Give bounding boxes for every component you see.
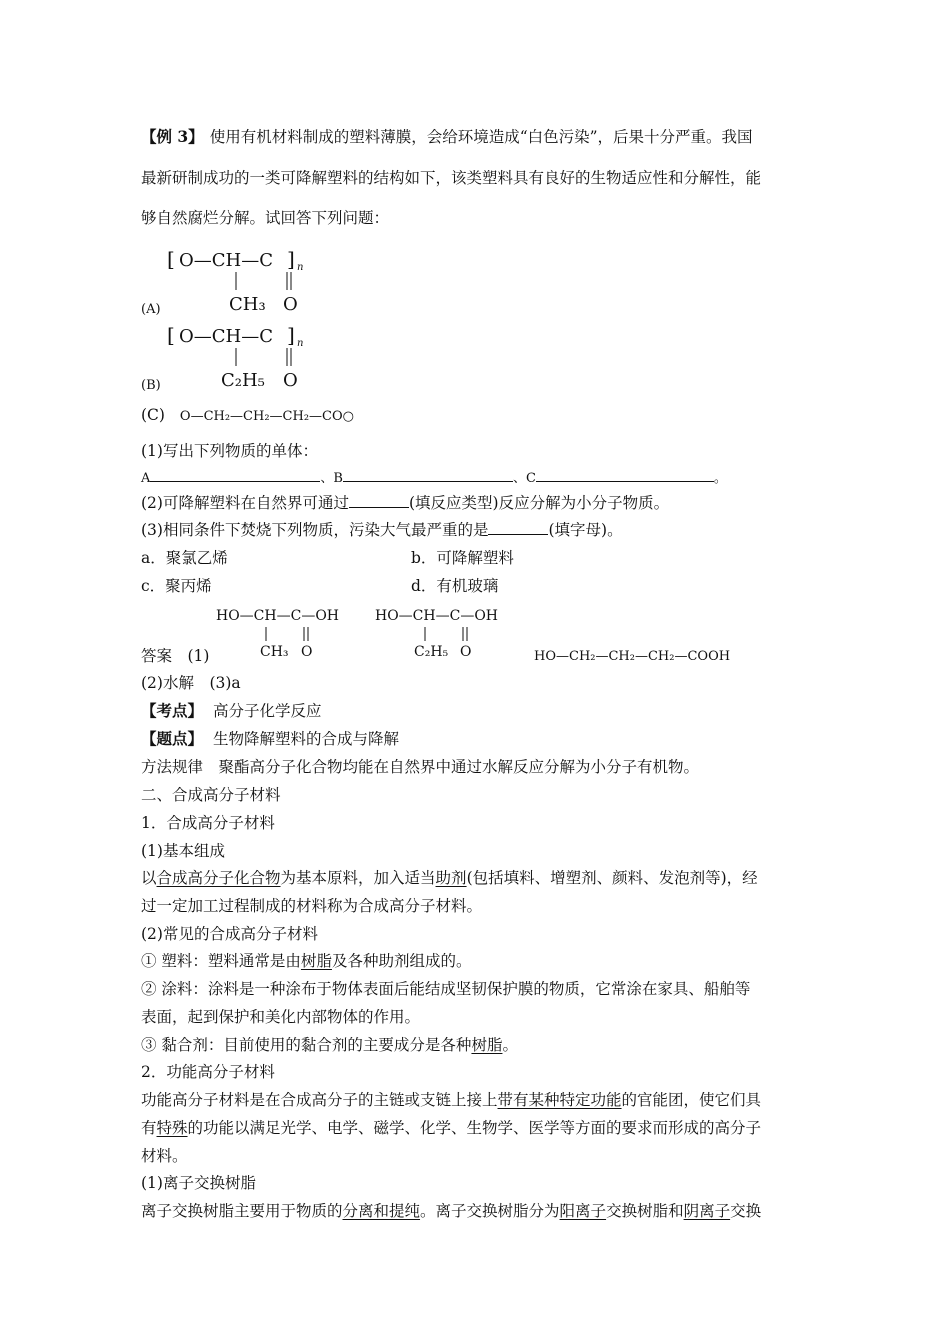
section-2-sub-1: 1．合成高分子材料 <box>141 814 275 832</box>
answer-monomer-1-o: O <box>301 644 313 660</box>
intro-text-1: 使用有机材料制成的塑料薄膜，会给环境造成“白色污染”，后果十分严重。我国 <box>209 128 753 146</box>
question-2-blank[interactable] <box>349 493 409 508</box>
item-plastic-a: ① 塑料：塑料通常是由 <box>141 952 301 970</box>
p3-text-d: 交换 <box>730 1202 762 1220</box>
item-adhesive <box>141 1035 518 1055</box>
blank-b[interactable] <box>343 467 513 482</box>
section-2-sub-2: 2．功能高分子材料 <box>141 1063 275 1081</box>
p2-underline-1: 带有某种特定功能 <box>497 1091 622 1109</box>
item-coating-line-1: ② 涂料：涂料是一种涂布于物体表面后能结成坚韧保护膜的物质，它常涂在家具、船舶等 <box>141 980 751 998</box>
structure-c-label: (C) <box>141 406 165 424</box>
structure-a <box>141 244 341 324</box>
question-1: (1)写出下列物质的单体： <box>141 442 318 460</box>
answer-monomer-1-sub: CH₃ <box>260 644 289 660</box>
item-plastic-b: 及各种助剂组成的。 <box>331 952 472 970</box>
example-intro-line-2: 最新研制成功的一类可降解塑料的结构如下，该类塑料具有良好的生物适应性和分解性，能 <box>141 169 762 187</box>
blank-end: 。 <box>713 471 727 486</box>
section-2-paragraph-2-line-2 <box>141 1118 761 1138</box>
answer-monomer-2-top: HO—CH—C—OH <box>375 608 499 624</box>
option-c: c．聚丙烯 <box>141 577 212 595</box>
question-2-pre: (2)可降解塑料在自然界可通过 <box>141 494 349 512</box>
blank-b-label: 、B <box>320 471 343 486</box>
answer-monomer-2-sub: C₂H₅ <box>414 644 449 660</box>
blank-a-label: A <box>141 471 151 486</box>
structure-a-substituent: CH₃ <box>229 294 266 315</box>
section-2-paragraph-3 <box>141 1201 761 1221</box>
question-3-pre: (3)相同条件下焚烧下列物质，污染大气最严重的是 <box>141 521 489 539</box>
answer-monomer-3: HO—CH₂—CH₂—CH₂—COOH <box>534 649 730 664</box>
section-2-sub-1-2: (2)常见的合成高分子材料 <box>141 925 318 943</box>
structure-a-main-chain: O—CH—C <box>179 250 273 271</box>
kaodian-line <box>141 701 322 721</box>
structure-a-n: n <box>297 262 304 273</box>
section-2-heading: 二、合成高分子材料 <box>141 786 281 804</box>
answer-label: 答案 (1) <box>141 647 210 665</box>
p1-text-a: 以 <box>141 869 157 887</box>
structure-b-main-chain: O—CH—C <box>179 326 273 347</box>
p2-underline-2: 特殊 <box>156 1119 188 1137</box>
item-plastic <box>141 951 471 971</box>
blank-a[interactable] <box>150 467 320 482</box>
kaodian-text: 高分子化学反应 <box>213 702 322 720</box>
p3-underline-1: 分离和提纯 <box>342 1202 421 1220</box>
structure-b-n: n <box>297 338 304 349</box>
answer-line-2: (2)水解 (3)a <box>141 674 241 692</box>
p2-text-b: 的官能团，使它们具 <box>621 1091 762 1109</box>
section-2-paragraph-1-line-2: 过一定加工过程制成的材料称为合成高分子材料。 <box>141 897 483 915</box>
p2-text-c: 有 <box>141 1119 157 1137</box>
p3-text-c: 交换树脂和 <box>606 1202 684 1220</box>
question-2 <box>141 493 669 513</box>
blank-c[interactable] <box>536 467 714 482</box>
structure-a-bracket-open: [ <box>167 247 175 271</box>
item-plastic-underline: 树脂 <box>300 952 332 970</box>
structure-b-label: (B) <box>141 378 161 393</box>
section-2-paragraph-1-line-1 <box>141 868 758 888</box>
answer-monomer-1-top: HO—CH—C—OH <box>216 608 340 624</box>
structure-a-label: (A) <box>141 302 161 317</box>
p1-underline-1: 合成高分子化合物 <box>156 869 281 887</box>
question-3-blank[interactable] <box>488 520 548 535</box>
p1-text-c: (包括填料、增塑剂、颜料、发泡剂等)，经 <box>466 869 758 887</box>
method-rule: 方法规律 聚酯高分子化合物均能在自然界中通过水解反应分解为小分子有机物。 <box>141 758 700 776</box>
item-adhesive-underline: 树脂 <box>471 1036 503 1054</box>
option-b: b．可降解塑料 <box>411 549 514 567</box>
example-tag: 【例 3】 <box>141 127 204 146</box>
structure-b-substituent: C₂H₅ <box>221 370 265 391</box>
item-adhesive-b: 。 <box>502 1036 518 1054</box>
section-2-sub-2-1: (1)离子交换树脂 <box>141 1174 256 1192</box>
p3-underline-3: 阴离子 <box>683 1202 731 1220</box>
question-3-post: (填字母)。 <box>548 521 623 539</box>
tidian-line <box>141 729 399 749</box>
answer-monomer-2-o: O <box>460 644 472 660</box>
p3-text-b: 。离子交换树脂分为 <box>420 1202 560 1220</box>
p3-underline-2: 阳离子 <box>559 1202 607 1220</box>
structure-b-bracket-close: ] <box>287 323 295 347</box>
p2-text-a: 功能高分子材料是在合成高分子的主链或支链上接上 <box>141 1091 498 1109</box>
p3-text-a: 离子交换树脂主要用于物质的 <box>141 1202 343 1220</box>
structure-a-carbonyl-o: O <box>283 294 298 315</box>
structure-b-carbonyl-o: O <box>283 370 298 391</box>
p2-text-d: 的功能以满足光学、电学、磁学、化学、生物学、医学等方面的要求而形成的高分子 <box>187 1119 762 1137</box>
structure-b-bracket-open: [ <box>167 323 175 347</box>
question-3 <box>141 520 623 540</box>
item-adhesive-a: ③ 黏合剂：目前使用的黏合剂的主要成分是各种 <box>141 1036 472 1054</box>
answer-monomers <box>210 600 730 670</box>
p1-underline-2: 助剂 <box>435 869 467 887</box>
structure-a-bracket-close: ] <box>287 247 295 271</box>
blank-c-label: 、C <box>512 471 536 486</box>
p1-text-b: 为基本原料，加入适当 <box>280 869 436 887</box>
kaodian-label: 【考点】 <box>141 701 204 720</box>
option-d: d．有机玻璃 <box>411 577 499 595</box>
tidian-text: 生物降解塑料的合成与降解 <box>213 730 400 748</box>
tidian-label: 【题点】 <box>141 729 204 748</box>
section-2-paragraph-2-line-3: 材料。 <box>141 1147 188 1165</box>
structure-c-formula: O—CH₂—CH₂—CH₂—CO○ <box>179 409 354 424</box>
section-2-sub-1-1: (1)基本组成 <box>141 842 225 860</box>
structure-c-line <box>141 405 354 427</box>
item-coating-line-2: 表面，起到保护和美化内部物体的作用。 <box>141 1008 421 1026</box>
example-intro-line-3: 够自然腐烂分解。试回答下列问题： <box>141 209 390 227</box>
question-1-blanks <box>141 467 727 489</box>
question-2-post: (填反应类型)反应分解为小分子物质。 <box>408 494 670 512</box>
structure-b <box>141 320 341 400</box>
option-a: a．聚氯乙烯 <box>141 549 228 567</box>
example-intro-line-1 <box>141 127 753 147</box>
section-2-paragraph-2-line-1 <box>141 1090 761 1110</box>
